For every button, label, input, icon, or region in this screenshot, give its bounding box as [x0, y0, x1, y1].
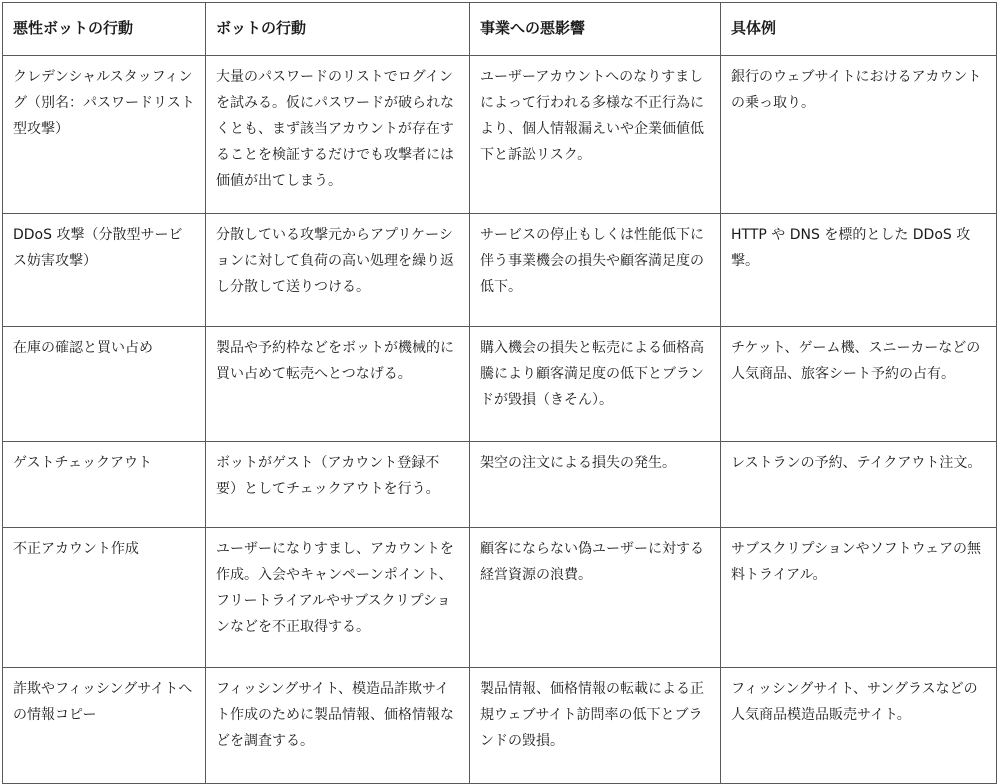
- cell-malicious-behavior: 在庫の確認と買い占め: [3, 327, 206, 442]
- table-row: [3, 442, 997, 528]
- bot-behavior-table: [2, 2, 997, 784]
- table-row: [3, 327, 997, 442]
- cell-bot-behavior: 製品や予約枠などをボットが機械的に買い占めて転売へとつなげる。: [206, 327, 470, 442]
- cell-example: フィッシングサイト、サングラスなどの人気商品模造品販売サイト。: [721, 668, 997, 784]
- cell-bot-behavior: ユーザーになりすまし、アカウントを作成。入会やキャンペーンポイント、フリートライアルやサブスクリプションなどを不正取得する。: [206, 528, 470, 668]
- column-header-example: 具体例: [721, 3, 997, 56]
- column-header-bot-behavior: ボットの行動: [206, 3, 470, 56]
- cell-malicious-behavior: クレデンシャルスタッフィング（別名：パスワードリスト型攻撃）: [3, 56, 206, 214]
- cell-business-impact: ユーザーアカウントへのなりすましによって行われる多様な不正行為により、個人情報漏えいや企業価値低下と訴訟リスク。: [470, 56, 721, 214]
- cell-example: HTTP や DNS を標的とした DDoS 攻撃。: [721, 214, 997, 327]
- cell-bot-behavior: 大量のパスワードのリストでログインを試みる。仮にパスワードが破られなくとも、まず該当アカウントが存在することを検証するだけでも攻撃者には価値が出てしまう。: [206, 56, 470, 214]
- column-header-malicious-behavior: 悪性ボットの行動: [3, 3, 206, 56]
- cell-malicious-behavior: DDoS 攻撃（分散型サービス妨害攻撃）: [3, 214, 206, 327]
- cell-business-impact: 製品情報、価格情報の転載による正規ウェブサイト訪問率の低下とブランドの毀損。: [470, 668, 721, 784]
- cell-bot-behavior: フィッシングサイト、模造品詐欺サイト作成のために製品情報、価格情報などを調査する。: [206, 668, 470, 784]
- cell-business-impact: サービスの停止もしくは性能低下に伴う事業機会の損失や顧客満足度の低下。: [470, 214, 721, 327]
- cell-example: チケット、ゲーム機、スニーカーなどの人気商品、旅客シート予約の占有。: [721, 327, 997, 442]
- table-row: [3, 214, 997, 327]
- cell-malicious-behavior: 不正アカウント作成: [3, 528, 206, 668]
- table-row: [3, 668, 997, 784]
- cell-bot-behavior: 分散している攻撃元からアプリケーションに対して負荷の高い処理を繰り返し分散して送りつける。: [206, 214, 470, 327]
- cell-example: 銀行のウェブサイトにおけるアカウントの乗っ取り。: [721, 56, 997, 214]
- cell-example: サブスクリプションやソフトウェアの無料トライアル。: [721, 528, 997, 668]
- cell-business-impact: 購入機会の損失と転売による価格高騰により顧客満足度の低下とブランドが毀損（きそん）。: [470, 327, 721, 442]
- cell-example: レストランの予約、テイクアウト注文。: [721, 442, 997, 528]
- cell-bot-behavior: ボットがゲスト（アカウント登録不要）としてチェックアウトを行う。: [206, 442, 470, 528]
- cell-malicious-behavior: 詐欺やフィッシングサイトへの情報コピー: [3, 668, 206, 784]
- table-row: [3, 56, 997, 214]
- table-header-row: [3, 3, 997, 56]
- cell-malicious-behavior: ゲストチェックアウト: [3, 442, 206, 528]
- cell-business-impact: 架空の注文による損失の発生。: [470, 442, 721, 528]
- cell-business-impact: 顧客にならない偽ユーザーに対する経営資源の浪費。: [470, 528, 721, 668]
- column-header-business-impact: 事業への悪影響: [470, 3, 721, 56]
- table-row: [3, 528, 997, 668]
